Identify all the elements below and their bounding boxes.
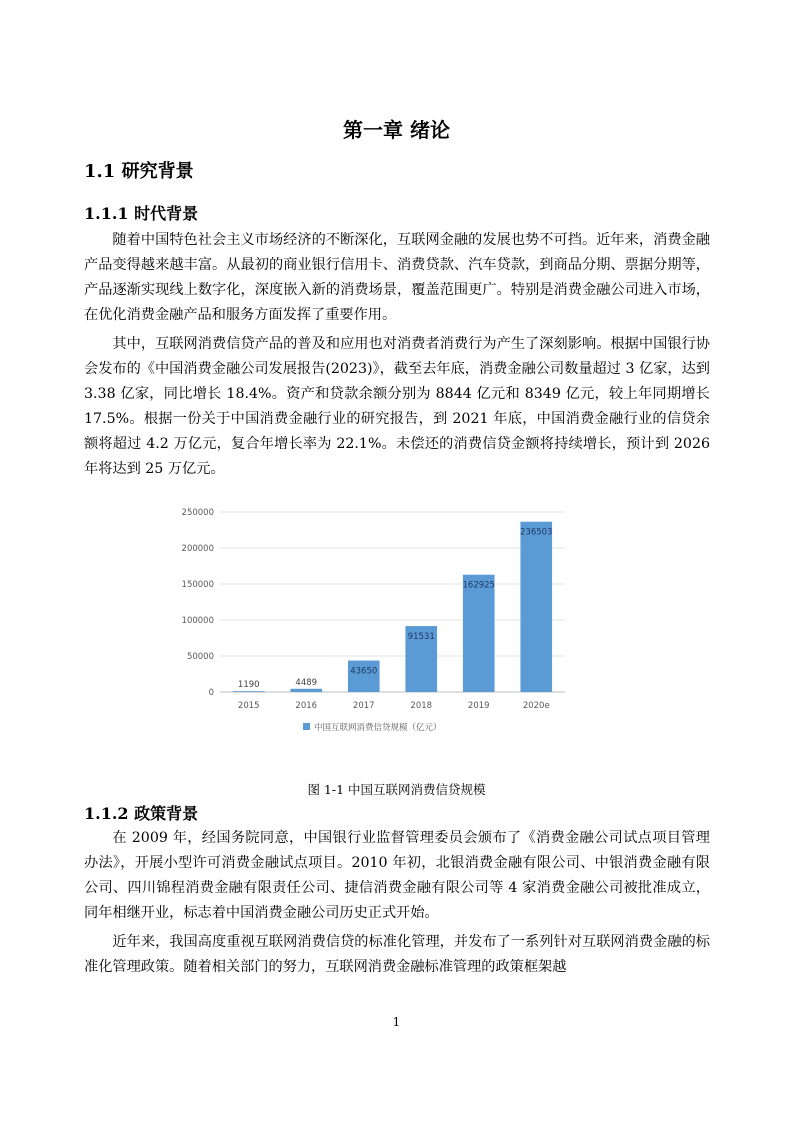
y-tick-label: 100000 bbox=[181, 616, 214, 626]
y-tick-label: 50000 bbox=[186, 652, 214, 662]
data-labels bbox=[238, 528, 553, 690]
paragraph-consumer-credit: 其中，互联网消费信贷产品的普及和应用也对消费者消费行为产生了深刻影响。根据中国银行协会发布的《中国消费金融公司发展报告(2023)》，截至去年底，消费金融公司数量超过 3 亿家，达到 3.38 亿家，同比增长 18.4%。资产和贷款余额分别为 8844 亿元和 8349 亿元，较上年同期增长 17.5%。根据一份关于中国消费金融行业的研究报告，到 2021 年底，中国消费金融行业的信贷余额将超过 4.2 万亿元，复合年增长率为 22.1%。未偿还的消费信贷金额将持续增长，预计到 2026 年将达到 25 万亿元。 bbox=[84, 336, 710, 477]
x-tick-label-2016: 2016 bbox=[295, 701, 318, 711]
x-tick-label-2015: 2015 bbox=[237, 701, 260, 711]
data-label-2020e: 236503 bbox=[520, 527, 553, 538]
data-label-2015: 1190 bbox=[237, 680, 260, 691]
y-axis-ticks bbox=[182, 508, 214, 698]
data-label-2017: 43650 bbox=[350, 666, 378, 677]
x-tick-label-2020e: 2020e bbox=[522, 701, 550, 711]
bar-chart bbox=[175, 500, 570, 745]
legend-label: 中国互联网消费信贷规模（亿元） bbox=[314, 723, 442, 733]
bar-2015 bbox=[233, 691, 265, 692]
bar-2019 bbox=[463, 575, 495, 692]
y-tick-label: 150000 bbox=[181, 580, 214, 590]
subsection-heading-1-1-2: 1.1.2 政策背景 bbox=[84, 804, 199, 823]
data-label-2019: 162925 bbox=[462, 580, 495, 591]
x-tick-label-2018: 2018 bbox=[410, 701, 433, 711]
y-tick-label: 0 bbox=[208, 688, 214, 698]
data-label-2016: 4489 bbox=[295, 677, 318, 688]
x-tick-label-2017: 2017 bbox=[352, 701, 375, 711]
y-tick-label: 200000 bbox=[181, 544, 214, 554]
bar-2016 bbox=[290, 689, 322, 692]
x-tick-label-2019: 2019 bbox=[467, 701, 490, 711]
subsection-heading-1-1-1: 1.1.1 时代背景 bbox=[84, 204, 199, 223]
paragraph-era-background: 随着中国特色社会主义市场经济的不断深化，互联网金融的发展也势不可挡。近年来，消费金融产品变得越来越丰富。从最初的商业银行信用卡、消费贷款、汽车贷款，到商品分期、票据分期等，产品逐渐实现线上数字化，深度嵌入新的消费场景，覆盖范围更广。特别是消费金融公司进入市场，在优化消费金融产品和服务方面发挥了重要作用。 bbox=[84, 232, 710, 323]
data-label-2018: 91531 bbox=[407, 632, 435, 643]
paragraph-policy-standardization: 近年来，我国高度重视互联网消费信贷的标准化管理，并发布了一系列针对互联网消费金融的标准化管理政策。随着相关部门的努力，互联网消费金融标准管理的政策框架越 bbox=[84, 934, 710, 975]
consumer-credit-chart bbox=[175, 500, 570, 745]
y-tick-label: 250000 bbox=[181, 508, 214, 518]
page-number: 1 bbox=[392, 1015, 401, 1029]
bar-2020e bbox=[520, 522, 552, 692]
figure-caption: 图 1-1 中国互联网消费信贷规模 bbox=[307, 782, 486, 797]
chapter-title: 第一章 绪论 bbox=[343, 118, 450, 142]
legend-swatch bbox=[303, 723, 310, 730]
paragraph-policy-background: 在 2009 年，经国务院同意，中国银行业监督管理委员会颁布了《消费金融公司试点项目管理办法》，开展小型许可消费金融试点项目。2010 年初，北银消费金融有限公司、中银消费金融有限公司、四川锦程消费金融有限责任公司、捷信消费金融有限公司等 4 家消费金融公司被批准成立，同年相继开业，标志着中国消费金融公司历史正式开始。 bbox=[84, 830, 710, 921]
chart-bars bbox=[233, 522, 552, 692]
section-heading-1-1: 1.1 研究背景 bbox=[84, 161, 194, 182]
chart-legend bbox=[303, 722, 442, 733]
chart-gridlines bbox=[220, 512, 565, 692]
x-axis-ticks bbox=[238, 701, 550, 711]
